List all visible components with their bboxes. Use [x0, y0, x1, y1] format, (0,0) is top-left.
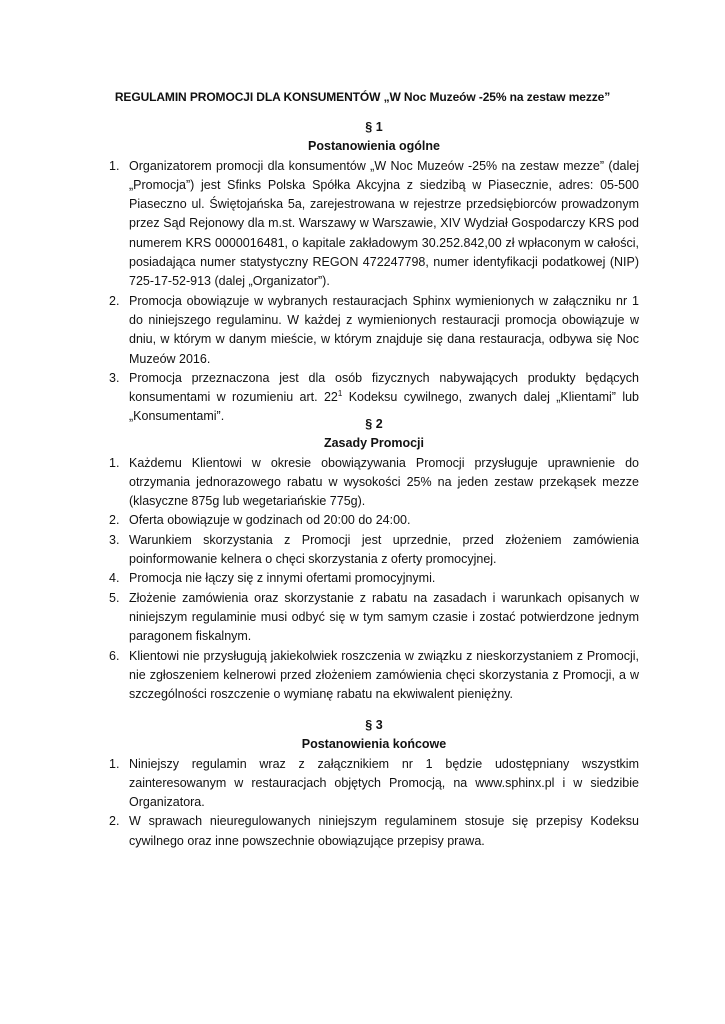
item-text: Każdemu Klientowi w okresie obowiązywania Promocji przysługuje uprawnienie do otrzymania jednorazowego rabatu w wysokości 25% na jeden zestaw przekąsek mezze (klasyczne 875g lub wegetariańskie 775g).	[129, 455, 639, 509]
list-item	[109, 755, 639, 813]
list-item	[109, 511, 639, 530]
item-number: 2.	[109, 814, 120, 829]
item-text: Organizatorem promocji dla konsumentów „W Noc Muzeów -25% na zestaw mezze” (dalej „Promocja”) jest Sfinks Polska Spółka Akcyjna z siedzibą w Piasecznie, adres: 05-500 Piaseczno ul. Świętojańska 5a, zarejestrowana w rejestrze przedsiębiorców prowadzonym przez Sąd Rejonowy dla m.st. Warszawy w Warszawie, XIV Wydział Gospodarczy KRS pod numerem KRS 0000016481, o kapitale zakładowym 30.252.842,00 zł wpłaconym w całości, posiadająca numer statystyczny REGON 472247798, numer identyfikacji podatkowej (NIP) 725-17-52-913 (dalej „Organizator”).	[129, 158, 639, 289]
item-number: 3.	[109, 370, 120, 385]
item-number: 1.	[109, 756, 120, 771]
section-2	[109, 415, 639, 704]
section-number: § 1	[365, 120, 383, 134]
document-title: REGULAMIN PROMOCJI DLA KONSUMENTÓW „W Noc Muzeów -25% na zestaw mezze”	[114, 90, 611, 104]
item-text: Niniejszy regulamin wraz z załącznikiem nr 1 będzie udostępniany wszystkim zainteresowanym w restauracjach objętych Promocją, na www.sphinx.pl i w siedzibie Organizatora.	[129, 756, 639, 810]
list-item	[109, 647, 639, 705]
item-number: 6.	[109, 648, 120, 663]
list-item	[109, 157, 639, 292]
item-number: 2.	[109, 293, 120, 308]
item-number: 4.	[109, 571, 120, 586]
section-list	[109, 157, 639, 427]
section-number: § 3	[365, 718, 383, 732]
section-number: § 2	[365, 417, 383, 431]
item-text: W sprawach nieuregulowanych niniejszym regulaminem stosuje się przepisy Kodeksu cywilnego oraz inne powszechnie obowiązujące przepisy prawa.	[129, 814, 639, 848]
list-item	[109, 569, 639, 588]
section-heading: Postanowienia końcowe	[301, 737, 447, 752]
list-item	[109, 454, 639, 512]
item-text-continued: Kodeksu cywilnego, zwanych dalej „Klientami” lub „Konsumentami”.	[129, 390, 639, 424]
item-text: Promocja nie łączy się z innymi ofertami promocyjnymi.	[129, 571, 436, 586]
section-heading: Postanowienia ogólne	[308, 139, 440, 154]
section-list	[109, 454, 639, 705]
section-1	[109, 118, 639, 427]
list-item	[109, 812, 639, 851]
list-item	[109, 589, 639, 647]
item-number: 3.	[109, 532, 120, 547]
item-text: Klientowi nie przysługują jakiekolwiek roszczenia w związku z nieskorzystaniem z Promocji, nie zgłoszeniem kelnerowi przed złożeniem zamówienia chęci skorzystania z Promocji, a w szczególności roszczenie o wymianę rabatu na ekwiwalent pieniężny.	[129, 648, 639, 702]
section-3	[109, 716, 639, 851]
item-number: 1.	[109, 158, 120, 173]
item-number: 1.	[109, 455, 120, 470]
item-text: Oferta obowiązuje w godzinach od 20:00 do 24:00.	[129, 513, 411, 528]
superscript: 1	[337, 389, 343, 398]
section-heading: Zasady Promocji	[323, 436, 425, 451]
item-text: Promocja obowiązuje w wybranych restauracjach Sphinx wymienionych w załączniku nr 1 do niniejszego regulaminu. W każdej z wymienionych restauracji promocja obowiązuje w dniu, w którym w danym mieście, w którym znajduje się dana restauracja, odbywa się Noc Muzeów 2016.	[129, 293, 639, 366]
section-list	[109, 755, 639, 851]
item-text: Warunkiem skorzystania z Promocji jest uprzednie, przed złożeniem zamówienia poinformowanie kelnera o chęci skorzystania z oferty promocyjnej.	[129, 532, 639, 567]
list-item	[109, 531, 639, 570]
item-text: Złożenie zamówienia oraz skorzystanie z rabatu na zasadach i warunkach opisanych w niniejszym regulaminie musi odbyć się w tym samym czasie i zostać potwierdzone jednym paragonem fiskalnym.	[129, 590, 639, 644]
item-text: Promocja przeznaczona jest dla osób fizycznych nabywających produkty będących konsumentami w rozumieniu art. 22	[129, 370, 639, 405]
item-number: 5.	[109, 590, 120, 605]
item-number: 2.	[109, 513, 120, 528]
list-item	[109, 292, 639, 369]
